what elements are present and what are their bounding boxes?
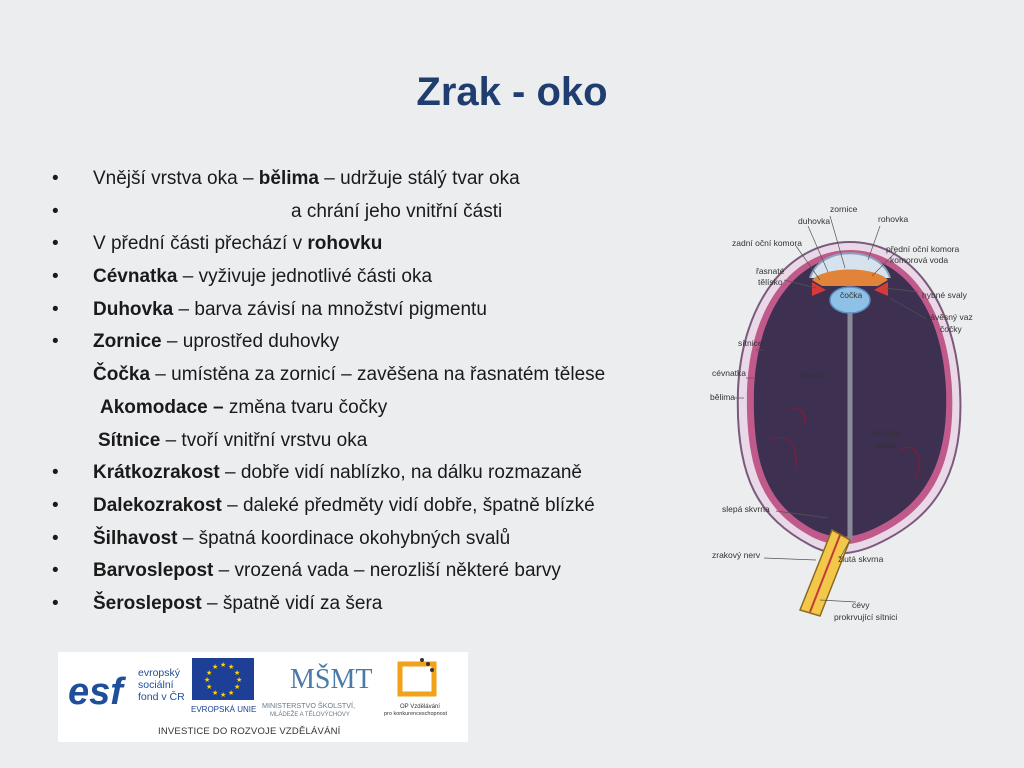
list-item-text [98, 426, 367, 456]
item-text-pre: a chrání jeho vnitřní části [291, 200, 503, 222]
item-text-pre: Vnější vrstva oka – [93, 168, 259, 189]
label-predni-1: přední oční komora [886, 244, 960, 254]
list-item-text [100, 393, 387, 423]
item-term: Duhovka [93, 298, 174, 320]
list-item [52, 327, 732, 360]
list-item [52, 458, 732, 491]
item-text-post: – vrozená vada – nerozliší některé barvy [213, 560, 561, 582]
list-item-text [93, 164, 520, 194]
item-term: Akomodace – [100, 396, 224, 418]
item-text-post: – daleké předměty vidí dobře, špatně blízké [221, 494, 595, 516]
bullet-marker: • [52, 331, 59, 353]
label-cevy-1: cévy [852, 600, 870, 610]
bullet-marker: • [52, 233, 59, 255]
op-line-2: pro konkurenceschopnost [384, 711, 447, 717]
list-item [52, 229, 732, 262]
bullet-marker: • [52, 592, 59, 614]
list-item [52, 589, 732, 622]
msmt-line-1: MINISTERSTVO ŠKOLSTVÍ, [262, 701, 356, 710]
label-sklovity-1: sklovitý [872, 428, 900, 438]
list-item [52, 556, 732, 589]
label-zadni: zadní oční komora [732, 238, 802, 248]
msmt-line-2: MLÁDEŽE A TĚLOVÝCHOVY [270, 712, 350, 718]
eu-label: EVROPSKÁ UNIE [191, 705, 257, 714]
item-term: Dalekozrakost [93, 494, 222, 516]
item-term: Šilhavost [93, 527, 178, 549]
item-text-post: – tvoří vnitřní vrstvu oka [160, 429, 368, 451]
item-term: bělima [258, 168, 319, 189]
esf-logo [68, 664, 185, 713]
item-text-post: – špatně vidí za šera [201, 592, 383, 614]
list-item [52, 524, 732, 557]
label-slepa: slepá skvrna [722, 504, 770, 514]
label-rasnate-1: řasnaté [756, 266, 785, 276]
label-cevnatka: cévnatka [712, 368, 747, 378]
list-item [52, 164, 732, 197]
item-term: Zornice [93, 331, 162, 353]
item-text-pre: V přední části přechází v [93, 233, 308, 255]
list-item-text [93, 589, 382, 619]
bullet-list [52, 164, 732, 622]
bullet-marker: • [52, 298, 59, 320]
list-item-text [93, 491, 595, 521]
list-item [52, 262, 732, 295]
esf-mark: esf [68, 671, 123, 713]
item-term: Sítnice [98, 429, 161, 451]
logo-graphics [58, 652, 468, 726]
label-sklivec: sklivec [798, 370, 824, 380]
svg-text:★: ★ [206, 683, 213, 691]
list-item-text [93, 262, 432, 292]
op-line-1: OP Vzdělávání [400, 704, 440, 710]
msmt-mark: MŠMT [290, 664, 373, 695]
list-item-text [93, 295, 487, 325]
label-rasnate-2: tělísko [758, 277, 783, 287]
list-item-text [93, 360, 605, 390]
svg-text:★: ★ [228, 663, 235, 671]
list-item [52, 295, 732, 328]
eye-diagram [700, 200, 1000, 640]
label-belima: bělima [710, 392, 736, 402]
esf-line-1: evropský [138, 667, 181, 679]
svg-text:★: ★ [236, 676, 243, 684]
svg-text:★: ★ [206, 669, 213, 677]
msmt-logo [262, 664, 372, 718]
label-predni-2: komorová voda [890, 255, 949, 265]
label-sklovity-2: kanál [876, 440, 897, 450]
bullet-marker: • [52, 266, 59, 288]
op-logo [384, 658, 447, 717]
label-sitnice: sítnice [738, 338, 763, 348]
label-cocka: čočka [840, 290, 863, 300]
eu-flag-icon [191, 658, 256, 714]
item-text-post: změna tvaru čočky [223, 396, 388, 418]
item-text-post: – uprostřed duhovky [161, 331, 340, 353]
bullet-marker: • [52, 462, 59, 484]
label-duhovka: duhovka [798, 216, 831, 226]
slide-title: Zrak - oko [416, 70, 608, 114]
item-text-post: – barva závisí na množství pigmentu [173, 298, 487, 320]
bullet-marker: • [52, 527, 59, 549]
svg-text:★: ★ [228, 689, 235, 697]
svg-text:★: ★ [212, 689, 219, 697]
item-text-post: – vyživuje jednotlivé části oka [177, 266, 433, 288]
svg-text:★: ★ [234, 669, 241, 677]
svg-text:★: ★ [204, 676, 211, 684]
bullet-marker: • [52, 560, 59, 582]
bullet-marker: • [52, 168, 59, 189]
label-zavesny-2: čočky [940, 324, 962, 334]
list-item-text [93, 524, 510, 554]
label-zavesny-1: závěsný vaz [926, 312, 973, 322]
svg-text:★: ★ [220, 691, 227, 699]
list-item [52, 426, 732, 459]
list-item-text [93, 458, 582, 488]
item-term: Čočka [93, 364, 151, 386]
item-term: Šeroslepost [93, 592, 202, 614]
item-term: Barvoslepost [93, 560, 214, 582]
item-text-post: – dobře vidí nablízko, na dálku rozmazaně [219, 462, 582, 484]
item-term: Krátkozrakost [93, 462, 220, 484]
item-text-post: – udržuje stálý tvar oka [319, 168, 520, 189]
item-text-post: – špatná koordinace okohybných svalů [177, 527, 511, 549]
list-item-text [93, 556, 561, 586]
svg-text:★: ★ [220, 661, 227, 669]
item-term: rohovku [307, 233, 383, 255]
list-item [52, 197, 732, 230]
list-item-text [291, 197, 502, 227]
bullet-marker: • [52, 494, 59, 516]
list-item-text [93, 327, 339, 357]
item-text-post: – umístěna za zornicí – zavěšena na řasnatém tělese [150, 364, 606, 386]
list-item [52, 360, 732, 393]
label-rohovka: rohovka [878, 214, 909, 224]
label-cevy-2: prokrvující sítnici [834, 612, 898, 622]
list-item [52, 491, 732, 524]
label-zornice: zornice [830, 204, 858, 214]
svg-text:★: ★ [234, 683, 241, 691]
svg-text:★: ★ [212, 663, 219, 671]
logo-strip [58, 652, 468, 742]
label-hybne: hybné svaly [922, 290, 967, 300]
label-zluta: žlutá skvrna [838, 554, 884, 564]
list-item [52, 393, 732, 426]
esf-line-3: fond v ČR [138, 691, 185, 703]
logo-caption: INVESTICE DO ROZVOJE VZDĚLÁVÁNÍ [158, 726, 341, 737]
esf-line-2: sociální [138, 679, 174, 691]
label-zrakovy: zrakový nerv [712, 550, 761, 560]
item-term: Cévnatka [93, 266, 178, 288]
list-item-text [93, 229, 382, 259]
bullet-marker: • [52, 200, 59, 222]
